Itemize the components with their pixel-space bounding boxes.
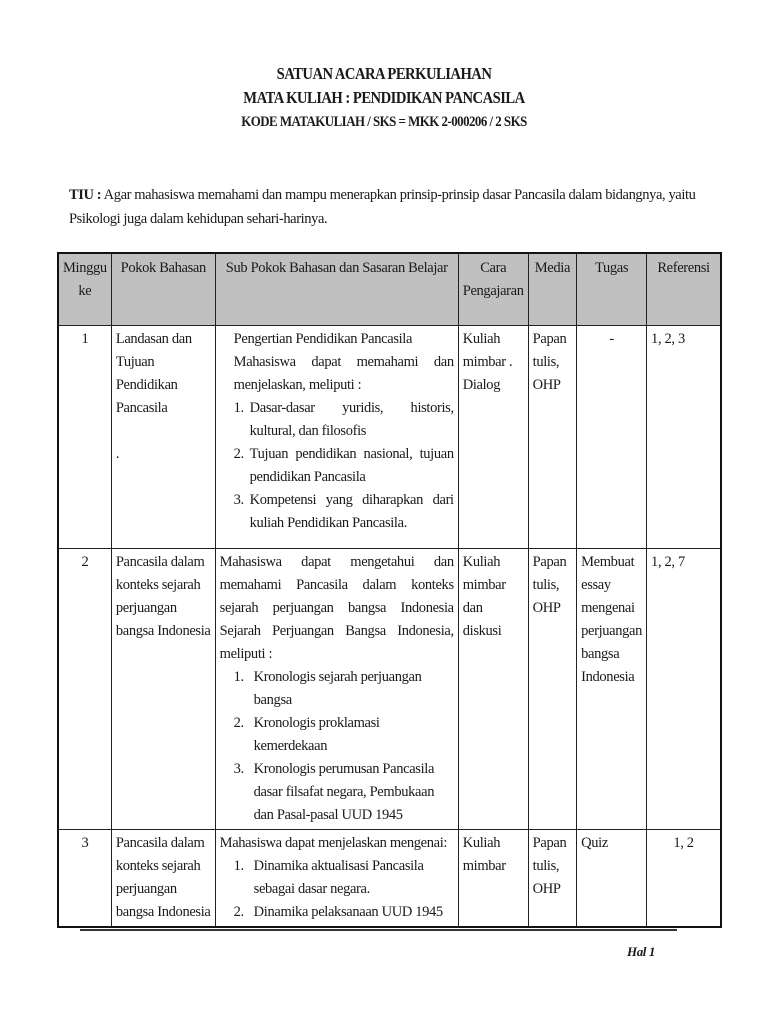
tiu-paragraph xyxy=(69,183,709,231)
topic-text: Landasan dan Tujuan Pendidikan Pancasila xyxy=(115,331,192,416)
subtopic-list xyxy=(234,397,454,535)
cell-media: Papan tulis, OHP xyxy=(528,549,576,830)
col-header-topic: Pokok Bahasan xyxy=(111,253,215,326)
list-item: 3. Kronologis perumusan Pancasila dasar filsafat negara, Pembukaan dan Pasal-pasal UUD 1945 xyxy=(233,761,435,823)
col-header-method: Cara Pengajaran xyxy=(458,253,528,326)
cell-method: Kuliah mimbar dan diskusi xyxy=(458,549,528,830)
document-header xyxy=(0,62,768,134)
cell-method: Kuliah mimbar . Dialog xyxy=(458,326,528,549)
col-header-media: Media xyxy=(528,253,576,326)
subtopic-heading: Pengertian Pendidikan Pancasila xyxy=(233,331,413,347)
cell-subtopic xyxy=(215,830,458,928)
list-item: 1. Dasar-dasar yuridis, historis, kultural, dan filosofis xyxy=(233,400,454,439)
table-row xyxy=(58,830,721,928)
cell-task: - xyxy=(577,326,647,549)
cell-task: Quiz xyxy=(577,830,647,928)
subtopic-intro: Mahasiswa dapat memahami dan menjelaskan, meliputi : xyxy=(233,354,454,393)
cell-task: Membuat essay mengenai perjuangan bangsa Indonesia xyxy=(577,549,647,830)
document-title: SATUAN ACARA PERKULIAHAN xyxy=(276,64,492,83)
cell-topic: Pancasila dalam konteks sejarah perjuangan bangsa Indonesia xyxy=(111,549,215,830)
cell-reference: 1, 2, 3 xyxy=(647,326,721,549)
list-item: 2. Dinamika pelaksanaan UUD 1945 xyxy=(233,904,443,920)
subtopic-list xyxy=(220,666,454,827)
syllabus-table xyxy=(57,252,722,928)
subtopic-intro: Mahasiswa dapat mengetahui dan memahami Pancasila dalam konteks sejarah perjuangan bangsa Indonesia Sejarah Perjuangan Bangsa Indonesia, meliputi : xyxy=(219,554,454,662)
cell-topic xyxy=(111,326,215,549)
subtopic-list xyxy=(220,855,454,924)
cell-week: 1 xyxy=(58,326,111,549)
cell-media: Papan tulis, OHP xyxy=(528,326,576,549)
col-header-task: Tugas xyxy=(577,253,647,326)
cell-topic: Pancasila dalam konteks sejarah perjuangan bangsa Indonesia xyxy=(111,830,215,928)
list-item: 1. Kronologis sejarah perjuangan bangsa xyxy=(233,669,422,708)
table-header-row xyxy=(58,253,721,326)
subtopic-intro: Mahasiswa dapat menjelaskan mengenai: xyxy=(219,835,448,851)
course-name: MATA KULIAH : PENDIDIKAN PANCASILA xyxy=(243,88,525,107)
col-header-reference: Referensi xyxy=(647,253,721,326)
table-row xyxy=(58,326,721,549)
cell-week: 2 xyxy=(58,549,111,830)
cell-week: 3 xyxy=(58,830,111,928)
list-item: 3. Kompetensi yang diharapkan dari kuliah Pendidikan Pancasila. xyxy=(233,492,454,531)
cell-reference: 1, 2 xyxy=(647,830,721,928)
tiu-text: Agar mahasiswa memahami dan mampu menerapkan prinsip-prinsip dasar Pancasila dalam bidangnya, yaitu Psikologi juga dalam kehidupan sehari-harinya. xyxy=(69,187,696,227)
cell-reference: 1, 2, 7 xyxy=(647,549,721,830)
list-item: 2. Tujuan pendidikan nasional, tujuan pendidikan Pancasila xyxy=(233,446,454,485)
col-header-subtopic: Sub Pokok Bahasan dan Sasaran Belajar xyxy=(215,253,458,326)
table-row xyxy=(58,549,721,830)
list-item: 2. Kronologis proklamasi kemerdekaan xyxy=(233,715,380,754)
tiu-label: TIU : xyxy=(69,187,102,203)
topic-extra: . xyxy=(115,446,120,462)
cell-subtopic xyxy=(215,549,458,830)
footer-divider xyxy=(80,929,677,931)
list-item: 1. Dinamika aktualisasi Pancasila sebagai dasar negara. xyxy=(233,858,424,897)
cell-subtopic xyxy=(215,326,458,549)
cell-method: Kuliah mimbar xyxy=(458,830,528,928)
course-code: KODE MATAKULIAH / SKS = MKK 2-000206 / 2 SKS xyxy=(241,114,527,130)
cell-media: Papan tulis, OHP xyxy=(528,830,576,928)
col-header-week: Minggu ke xyxy=(58,253,111,326)
page-number: Hal 1 xyxy=(627,944,655,959)
